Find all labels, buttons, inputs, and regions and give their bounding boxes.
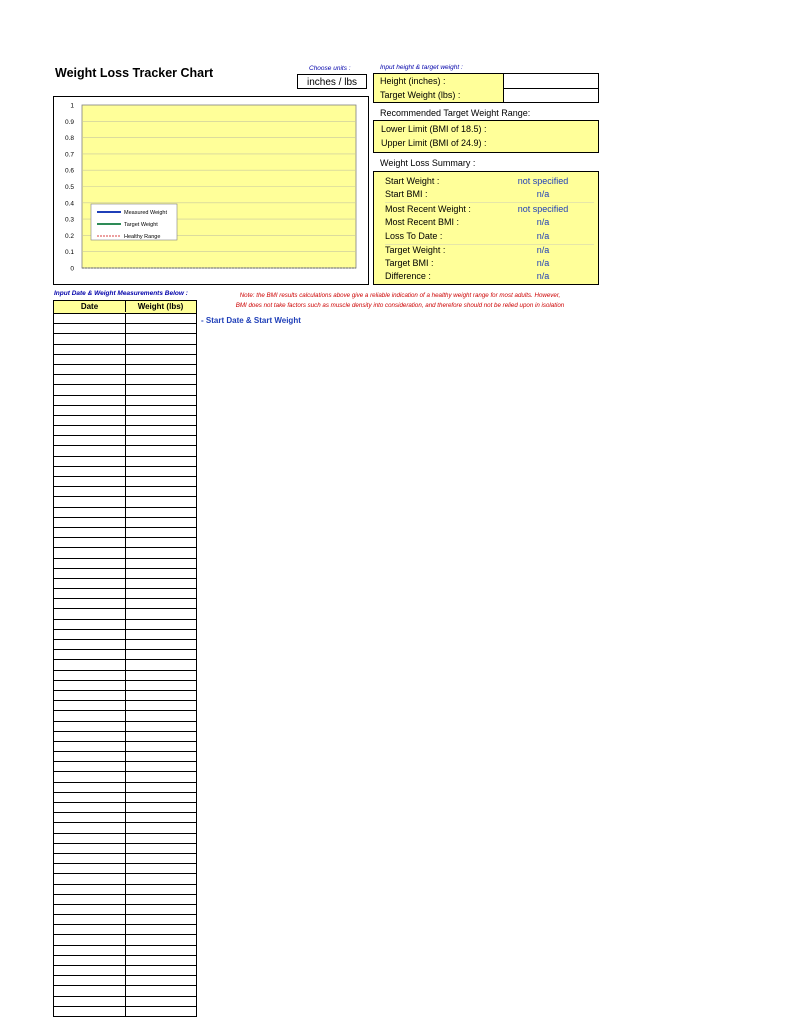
bmi-note (200, 291, 600, 311)
log-header (53, 300, 197, 314)
summary-label: Start BMI : (385, 189, 428, 199)
summary-row-target-weight (385, 244, 591, 257)
table-row (53, 905, 197, 915)
column-divider (125, 966, 126, 975)
bmi-note-line-2: BMI does not take factors such as muscle density into consideration, and therefore should not be relied upon in isolation (235, 302, 565, 309)
table-row (53, 915, 197, 925)
table-row (53, 885, 197, 895)
summary-value: n/a (536, 231, 550, 241)
column-divider (125, 426, 126, 435)
column-divider (125, 518, 126, 527)
table-row (53, 385, 197, 395)
table-row (53, 365, 197, 375)
summary-row-difference (385, 270, 591, 283)
y-tick-label: 0.5 (64, 184, 74, 191)
table-row (53, 559, 197, 569)
column-divider (125, 783, 126, 792)
units-select[interactable]: inches / lbs (297, 74, 367, 89)
table-row (53, 854, 197, 864)
column-divider (125, 650, 126, 659)
summary-label: Target BMI : (385, 258, 434, 268)
table-row (53, 691, 197, 701)
column-divider (125, 732, 126, 741)
column-divider (125, 742, 126, 751)
table-row (53, 467, 197, 477)
weight-column-header: Weight (lbs) (137, 302, 184, 311)
table-row (53, 650, 197, 660)
summary-row-start-weight (385, 175, 591, 188)
column-divider (125, 559, 126, 568)
table-row (53, 711, 197, 721)
weight-chart (54, 97, 367, 283)
column-divider (125, 986, 126, 995)
chart-frame (53, 96, 369, 285)
column-divider (125, 314, 126, 323)
summary-label: Difference : (385, 271, 431, 281)
height-input[interactable] (505, 74, 598, 88)
table-row (53, 426, 197, 436)
column-divider (125, 640, 126, 649)
column-divider (125, 660, 126, 669)
table-row (53, 1007, 197, 1017)
table-row (53, 834, 197, 844)
column-divider (125, 874, 126, 883)
column-divider (125, 457, 126, 466)
target-weight-input[interactable] (505, 88, 598, 102)
column-divider (125, 722, 126, 731)
column-divider (125, 467, 126, 476)
column-divider (125, 905, 126, 914)
table-row (53, 416, 197, 426)
y-tick-label: 0.1 (64, 249, 74, 257)
target-weight-label: Target Weight (lbs) : (374, 88, 504, 102)
summary-value: not specified (517, 204, 569, 214)
column-divider (125, 793, 126, 802)
summary-label: Target Weight : (385, 245, 446, 255)
page-title: Weight Loss Tracker Chart (55, 66, 214, 80)
column-divider (125, 579, 126, 588)
table-row (53, 986, 197, 996)
y-tick-label: 0.6 (64, 167, 74, 175)
column-divider (125, 497, 126, 506)
table-row (53, 793, 197, 803)
column-divider (125, 528, 126, 537)
table-row (53, 538, 197, 548)
summary-label: Most Recent Weight : (385, 204, 471, 214)
table-row (53, 640, 197, 650)
column-divider (125, 681, 126, 690)
column-divider (125, 701, 126, 710)
table-row (53, 813, 197, 823)
column-divider (125, 772, 126, 781)
legend-label: Healthy Range (124, 234, 161, 240)
column-divider (125, 538, 126, 547)
y-tick-label: 0.3 (64, 216, 74, 224)
table-row (53, 406, 197, 416)
height-weight-hint: Input height & target weight : (380, 64, 463, 71)
column-divider (125, 671, 126, 680)
table-row (53, 956, 197, 966)
table-row (53, 436, 197, 446)
table-row (53, 334, 197, 344)
table-row (53, 732, 197, 742)
table-row (53, 620, 197, 630)
y-tick-label: 0.9 (64, 118, 74, 126)
table-row (53, 518, 197, 528)
column-divider (125, 334, 126, 343)
y-tick-label: 0.7 (64, 151, 74, 159)
summary-label: Start Weight : (385, 176, 440, 186)
summary-row-recent-weight (385, 203, 591, 216)
table-row (53, 997, 197, 1007)
bmi-note-line-1: Note: the BMI results calculations above give a reliable indication of a healthy weight range for most adults. However, (239, 292, 561, 299)
y-tick-label: 0 (70, 265, 74, 273)
units-hint: Choose units : (309, 65, 351, 72)
y-tick-label: 0.8 (64, 135, 74, 143)
column-divider (125, 976, 126, 985)
column-divider (125, 854, 126, 863)
summary-row-target-bmi (385, 257, 591, 270)
range-title: Recommended Target Weight Range: (380, 108, 531, 118)
column-divider (125, 935, 126, 944)
column-divider (125, 1007, 126, 1016)
column-divider (125, 895, 126, 904)
column-divider (125, 803, 126, 812)
table-row (53, 355, 197, 365)
column-divider (125, 396, 126, 405)
table-row (53, 375, 197, 385)
table-row (53, 864, 197, 874)
table-row (53, 569, 197, 579)
column-divider (125, 956, 126, 965)
column-divider (125, 752, 126, 761)
start-date-weight-label: - Start Date & Start Weight (201, 316, 301, 325)
column-divider (125, 813, 126, 822)
table-row (53, 966, 197, 976)
column-divider (125, 477, 126, 486)
table-row (53, 589, 197, 599)
table-row (53, 528, 197, 538)
column-divider (125, 324, 126, 333)
column-divider (125, 599, 126, 608)
table-row (53, 446, 197, 456)
upper-limit-label: Upper Limit (BMI of 24.9) : (381, 138, 487, 148)
legend-label: Measured Weight (124, 210, 168, 216)
y-tick-label: 0.4 (64, 200, 74, 208)
log-hint: Input Date & Weight Measurements Below : (54, 290, 188, 297)
column-divider (125, 508, 126, 517)
table-row (53, 874, 197, 884)
table-row (53, 976, 197, 986)
table-row (53, 742, 197, 752)
table-row (53, 660, 197, 670)
column-divider (125, 416, 126, 425)
height-weight-table (373, 73, 599, 103)
table-row (53, 508, 197, 518)
height-row (374, 74, 598, 89)
summary-value: n/a (536, 258, 550, 268)
table-row (53, 457, 197, 467)
summary-row-loss-to-date (385, 230, 591, 243)
table-row (53, 396, 197, 406)
range-box (373, 120, 599, 153)
column-divider (125, 365, 126, 374)
column-divider (125, 446, 126, 455)
table-row (53, 823, 197, 833)
column-divider (125, 711, 126, 720)
column-divider (125, 375, 126, 384)
log-rows (53, 314, 197, 1017)
table-row (53, 324, 197, 334)
summary-value: n/a (536, 271, 550, 281)
table-row (53, 599, 197, 609)
summary-box (373, 171, 599, 285)
summary-label: Loss To Date : (385, 231, 443, 241)
table-row (53, 772, 197, 782)
table-row (53, 548, 197, 558)
column-divider (125, 355, 126, 364)
summary-label: Most Recent BMI : (385, 217, 460, 227)
table-row (53, 935, 197, 945)
summary-value: not specified (517, 176, 569, 186)
table-row (53, 701, 197, 711)
table-row (53, 609, 197, 619)
column-divider (125, 487, 126, 496)
table-row (53, 844, 197, 854)
height-label: Height (inches) : (374, 74, 504, 88)
table-row (53, 477, 197, 487)
table-row (53, 681, 197, 691)
table-row (53, 671, 197, 681)
column-divider (125, 844, 126, 853)
column-divider (125, 609, 126, 618)
column-divider (125, 925, 126, 934)
summary-value: n/a (536, 245, 550, 255)
column-divider (125, 864, 126, 873)
table-row (53, 345, 197, 355)
date-column-header: Date (54, 301, 126, 312)
summary-title: Weight Loss Summary : (380, 158, 476, 168)
column-divider (125, 823, 126, 832)
column-divider (125, 569, 126, 578)
column-divider (125, 885, 126, 894)
column-divider (125, 385, 126, 394)
summary-row-recent-bmi (385, 216, 591, 229)
table-row (53, 803, 197, 813)
target-weight-row (374, 88, 598, 102)
table-row (53, 925, 197, 935)
column-divider (125, 548, 126, 557)
table-row (53, 497, 197, 507)
table-row (53, 579, 197, 589)
table-row (53, 783, 197, 793)
summary-row-start-bmi (385, 188, 591, 201)
table-row (53, 762, 197, 772)
table-row (53, 946, 197, 956)
table-row (53, 895, 197, 905)
summary-value: n/a (536, 217, 550, 227)
column-divider (125, 762, 126, 771)
legend-label: Target Weight (124, 222, 158, 228)
table-row (53, 314, 197, 324)
column-divider (125, 620, 126, 629)
table-row (53, 630, 197, 640)
column-divider (125, 915, 126, 924)
y-tick-label: 1 (70, 102, 74, 110)
y-tick-label: 0.2 (64, 232, 74, 240)
column-divider (125, 345, 126, 354)
column-divider (125, 834, 126, 843)
column-divider (125, 946, 126, 955)
table-row (53, 487, 197, 497)
column-divider (125, 406, 126, 415)
column-divider (125, 630, 126, 639)
column-divider (125, 589, 126, 598)
column-divider (125, 691, 126, 700)
table-row (53, 752, 197, 762)
column-divider (125, 997, 126, 1006)
lower-limit-label: Lower Limit (BMI of 18.5) : (381, 124, 487, 134)
column-divider (125, 436, 126, 445)
table-row (53, 722, 197, 732)
summary-value: n/a (536, 189, 550, 199)
